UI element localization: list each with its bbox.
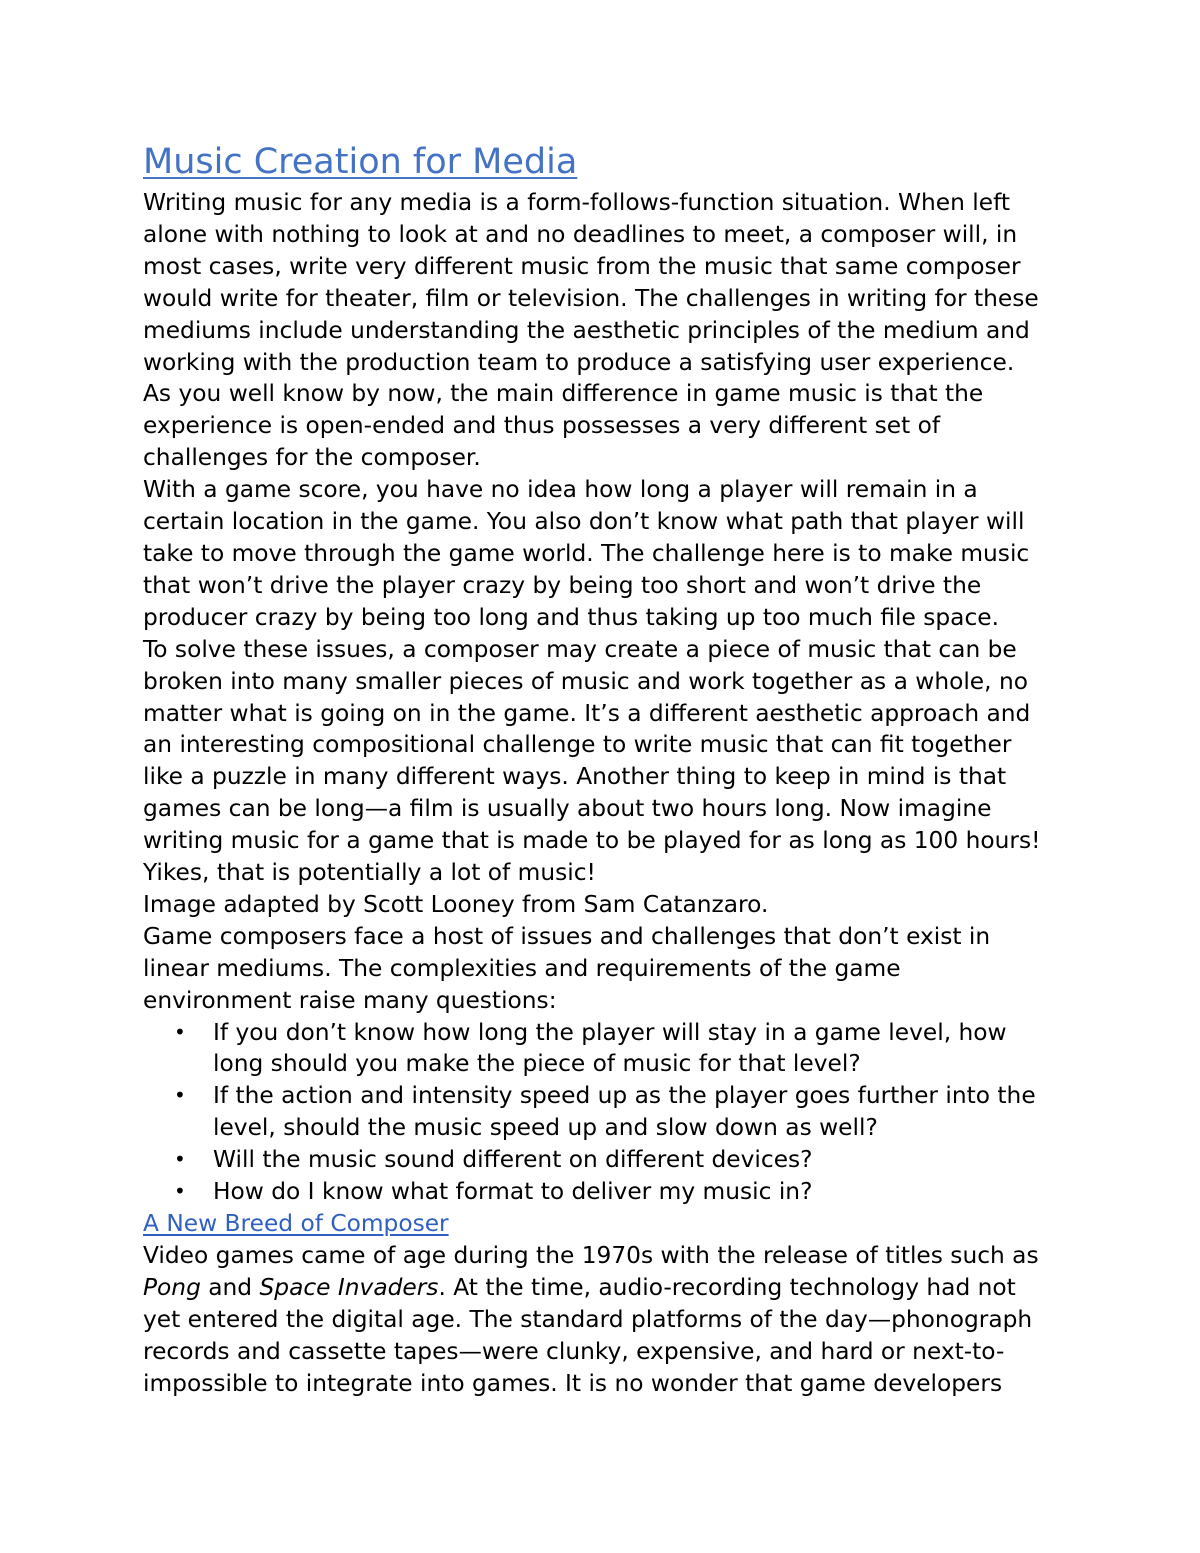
- caption-text: Image adapted by Scott Looney from Sam Catanzaro.: [143, 890, 769, 918]
- bullet-icon: •: [174, 1179, 186, 1204]
- text-line: certain location in the game. You also don’t know what path that player will: [143, 508, 1025, 536]
- paragraph-intro: [143, 187, 1083, 378]
- list-item-text: long should you make the piece of music for that level?: [213, 1050, 861, 1078]
- text-line: Video games came of age during the 1970s with the release of titles such as: [143, 1241, 1039, 1269]
- section-heading-link[interactable]: A New Breed of Composer: [143, 1210, 449, 1237]
- bullet-icon: •: [174, 1083, 186, 1108]
- paragraph-game-score: [143, 474, 1083, 634]
- text-line: As you well know by now, the main difference in game music is that the: [143, 380, 984, 408]
- text-line: Writing music for any media is a form-follows-function situation. When left: [143, 189, 1011, 216]
- paragraph-solve-issues: [143, 634, 1083, 889]
- list-item: [174, 1176, 1083, 1208]
- text-line: most cases, write very different music from the music that same composer: [143, 252, 1021, 280]
- text-line: Game composers face a host of issues and challenges that don’t exist in: [143, 922, 991, 950]
- text-line: Yikes, that is potentially a lot of music!: [143, 859, 596, 887]
- list-item-text: How do I know what format to deliver my music in?: [213, 1178, 813, 1206]
- game-title: Space Invaders: [259, 1273, 439, 1301]
- text-line: challenges for the composer.: [143, 444, 481, 472]
- list-item-text: If the action and intensity speed up as the player goes further into the: [213, 1082, 1036, 1110]
- bullet-icon: •: [174, 1019, 186, 1044]
- image-caption: [143, 889, 1083, 921]
- text-line: take to move through the game world. The challenge here is to make music: [143, 539, 1030, 567]
- paragraph-video-games-history: [143, 1240, 1083, 1400]
- text-line: an interesting compositional challenge to write music that can fit together: [143, 731, 1012, 759]
- text-line: linear mediums. The complexities and requirements of the game: [143, 954, 901, 982]
- text-line: would write for theater, film or television. The challenges in writing for these: [143, 284, 1039, 312]
- list-item-text: If you don’t know how long the player will stay in a game level, how: [213, 1018, 1007, 1046]
- text-line: experience is open-ended and thus possesses a very different set of: [143, 412, 941, 440]
- list-item: [174, 1017, 1083, 1081]
- text-line: yet entered the digital age. The standard platforms of the day—phonograph: [143, 1305, 1033, 1333]
- page-title[interactable]: Music Creation for Media: [143, 142, 578, 182]
- text-line: that won’t drive the player crazy by being too short and won’t drive the: [143, 571, 982, 599]
- text-fragment: . At the time, audio-recording technology had not: [438, 1273, 1016, 1301]
- list-item: [174, 1080, 1083, 1144]
- text-line: records and cassette tapes—were clunky, expensive, and hard or next-to-: [143, 1337, 1005, 1365]
- text-fragment: and: [200, 1273, 260, 1301]
- text-line: [143, 1272, 1083, 1304]
- text-line: producer crazy by being too long and thus taking up too much file space.: [143, 603, 999, 631]
- game-title: Pong: [143, 1273, 201, 1301]
- text-line: broken into many smaller pieces of music and work together as a whole, no: [143, 667, 1028, 695]
- text-line: alone with nothing to look at and no deadlines to meet, a composer will, in: [143, 220, 1018, 248]
- list-item-text: Will the music sound different on different devices?: [213, 1146, 813, 1174]
- text-line: writing music for a game that is made to be played for as long as 100 hours!: [143, 827, 1041, 855]
- question-list: [143, 1017, 1083, 1208]
- list-item-text: level, should the music speed up and slow down as well?: [213, 1114, 878, 1142]
- text-line: With a game score, you have no idea how long a player will remain in a: [143, 476, 978, 504]
- bullet-icon: •: [174, 1147, 186, 1172]
- document-page: [143, 140, 1083, 1399]
- text-line: games can be long—a film is usually about two hours long. Now imagine: [143, 795, 992, 823]
- paragraph-game-music-difference: [143, 378, 1083, 474]
- text-line: mediums include understanding the aesthetic principles of the medium and: [143, 316, 1030, 344]
- text-line: matter what is going on in the game. It’s a different aesthetic approach and: [143, 699, 1031, 727]
- list-item: [174, 1144, 1083, 1176]
- paragraph-composer-issues: [143, 921, 1083, 1017]
- text-line: working with the production team to produce a satisfying user experience.: [143, 348, 1015, 376]
- text-line: impossible to integrate into games. It is no wonder that game developers: [143, 1369, 1003, 1397]
- text-line: To solve these issues, a composer may create a piece of music that can be: [143, 635, 1017, 663]
- text-line: like a puzzle in many different ways. Another thing to keep in mind is that: [143, 763, 1007, 791]
- text-line: environment raise many questions:: [143, 986, 557, 1014]
